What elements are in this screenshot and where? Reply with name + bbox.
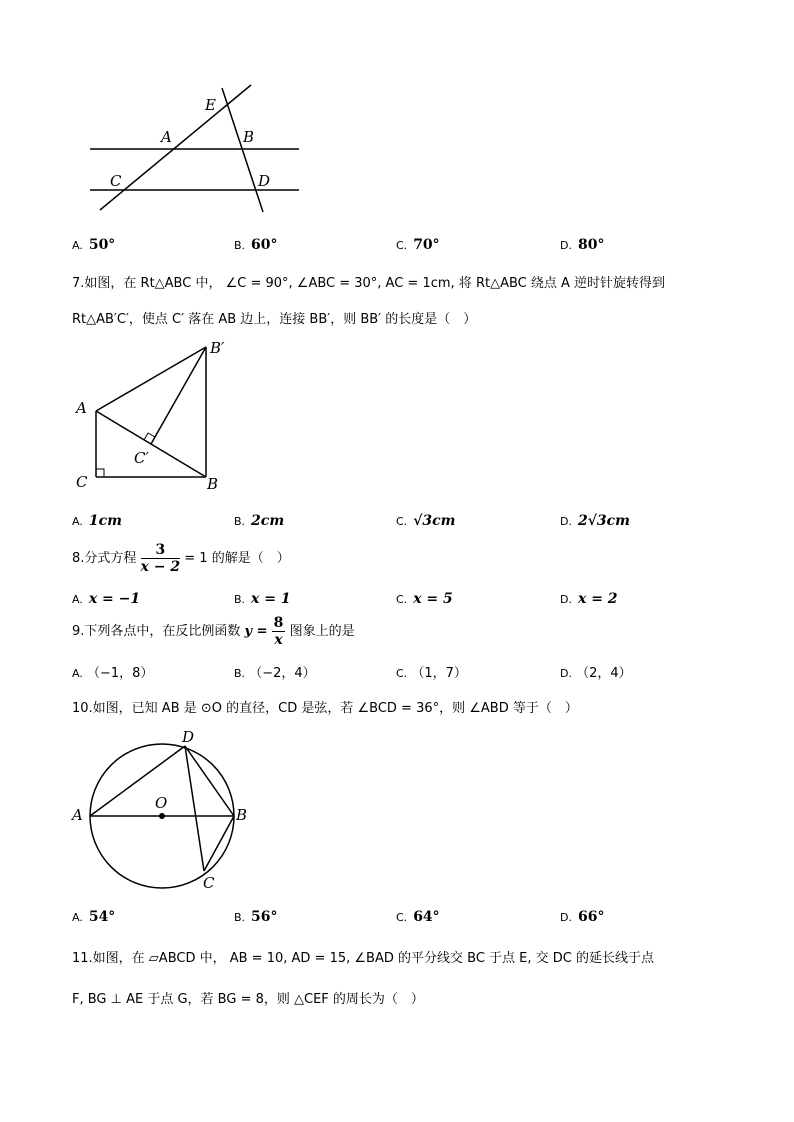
q6-option-b: B. 60°	[234, 237, 278, 253]
q9-option-d: D. （2，4）	[560, 666, 632, 681]
q8-option-a: A. x = −1	[72, 591, 141, 607]
figure-q6-parallel-lines	[85, 80, 310, 215]
q8-option-b: B. x = 1	[234, 591, 291, 607]
q9-option-a: A. （−1，8）	[72, 666, 154, 681]
q11-stem-line2: F, BG ⊥ AE 于点 G，若 BG = 8，则 △CEF 的周长为（ ）	[72, 992, 424, 1007]
q10-option-c: C. 64°	[396, 909, 440, 925]
q7-option-d: D. 2√3cm	[560, 513, 630, 529]
label-b: B	[243, 128, 255, 146]
q10-option-d: D. 66°	[560, 909, 605, 925]
q9-option-c: C. （1，7）	[396, 666, 467, 681]
figure-q10-circle	[70, 728, 255, 896]
q11-stem-line1: 11.如图，在 ▱ABCD 中， AB = 10, AD = 15, ∠BAD 的平分线交 BC 于点 E, 交 DC 的延长线于点	[72, 951, 654, 966]
label-d: D	[258, 172, 271, 190]
label-o: O	[155, 794, 168, 812]
label-d: D	[182, 728, 195, 746]
label-c: C	[110, 172, 122, 190]
q6-option-c: C. 70°	[396, 237, 440, 253]
q7-stem-line1: 7.如图，在 Rt△ABC 中， ∠C = 90°, ∠ABC = 30°, AC = 1cm, 将 Rt△ABC 绕点 A 逆时针旋转得到	[72, 276, 666, 291]
q8-stem: 8.分式方程 $\frac{3}{x - 2}$ = 1 的解是（ ）	[72, 542, 290, 575]
label-b: B	[207, 475, 219, 493]
label-e: E	[205, 96, 216, 114]
q6-option-a: A. 50°	[72, 237, 116, 253]
q8-fraction: $\frac{3}{x - 2}$	[140, 542, 181, 575]
q8-option-d: D. x = 2	[560, 591, 618, 607]
label-a: A	[161, 128, 172, 146]
q10-option-b: B. 56°	[234, 909, 278, 925]
label-a: A	[76, 399, 87, 417]
q9-stem: 9.下列各点中，在反比例函数 y = $\frac{8}{x}$ 图象上的是	[72, 615, 355, 648]
q7-option-a: A. 1cm	[72, 513, 122, 529]
q9-fraction: $\frac{8}{x}$	[273, 615, 284, 648]
q10-stem: 10.如图，已知 AB 是 ⊙O 的直径，CD 是弦，若 ∠BCD = 36°，则 ∠ABD 等于（ ）	[72, 701, 578, 716]
q7-option-b: B. 2cm	[234, 513, 285, 529]
q7-stem-line2: Rt△AB′C′，使点 C′ 落在 AB 边上，连接 BB′，则 BB′ 的长度是（ ）	[72, 312, 477, 327]
q8-option-c: C. x = 5	[396, 591, 453, 607]
label-b: B	[236, 806, 248, 824]
label-a: A	[72, 806, 83, 824]
label-c: C	[203, 874, 215, 892]
label-c-prime: C′	[134, 449, 149, 467]
figure-q7-rotated-triangle	[70, 335, 240, 500]
label-b-prime: B′	[210, 339, 225, 357]
label-c: C	[76, 473, 88, 491]
q7-option-c: C. √3cm	[396, 513, 456, 529]
q10-option-a: A. 54°	[72, 909, 116, 925]
q9-option-b: B. （−2，4）	[234, 666, 316, 681]
q6-option-d: D. 80°	[560, 237, 605, 253]
